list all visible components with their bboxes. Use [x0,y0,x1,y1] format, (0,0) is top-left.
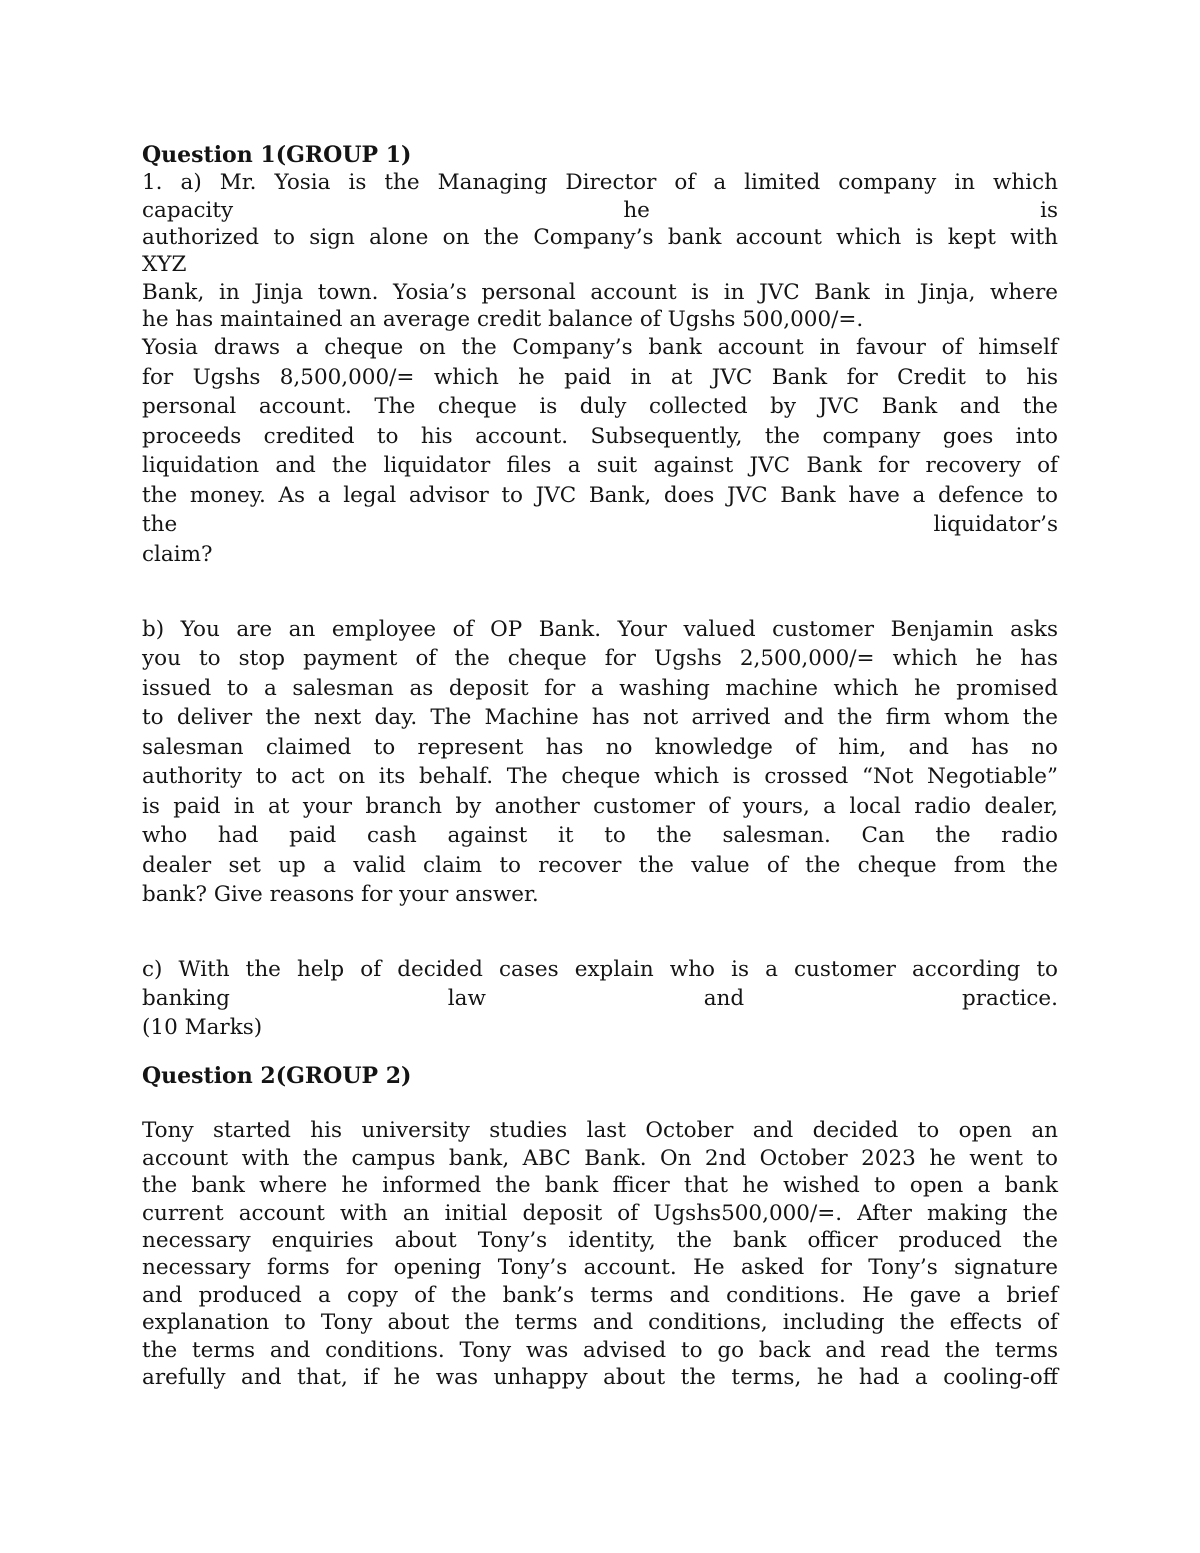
q2-line: necessary enquiries about Tony’s identity, the bank officer produced the [142,1228,1058,1253]
q1a-line: Bank, in Jinja town. Yosia’s personal account is in JVC Bank in Jinja, where [142,280,1058,305]
q1a-line: personal account. The cheque is duly collected by JVC Bank and the [142,394,1058,419]
q1a-line: Yosia draws a cheque on the Company’s bank account in favour of himself [142,335,1058,360]
q1b-line: issued to a salesman as deposit for a washing machine which he promised [142,676,1058,701]
q2-line: account with the campus bank, ABC Bank. On 2nd October 2023 he went to [142,1146,1058,1171]
q1c-marks: (10 Marks) [142,1015,263,1040]
q1a-line: proceeds credited to his account. Subsequently, the company goes into [142,424,1058,449]
q1a-line: claim? [142,542,213,567]
q1a-line: capacity he is [142,198,1058,223]
q1a-line: he has maintained an average credit balance of Ugshs 500,000/=. [142,307,864,332]
q1b-line: bank? Give reasons for your answer. [142,882,539,907]
q1a-line: the liquidator’s [142,512,1058,537]
q1b-line: authority to act on its behalf. The cheque which is crossed “Not Negotiable” [142,764,1058,789]
q2-line: current account with an initial deposit of Ugshs500,000/=. After making the [142,1201,1058,1226]
q2-line: Tony started his university studies last October and decided to open an [142,1118,1058,1143]
q1b-line: who had paid cash against it to the salesman. Can the radio [142,823,1058,848]
question-2-heading: Question 2(GROUP 2) [142,1063,412,1089]
q1b-line: is paid in at your branch by another customer of yours, a local radio dealer, [142,794,1058,819]
q1b-line: dealer set up a valid claim to recover the value of the cheque from the [142,853,1058,878]
q2-line: explanation to Tony about the terms and conditions, including the effects of [142,1310,1058,1335]
q1b-line: b) You are an employee of OP Bank. Your valued customer Benjamin asks [142,617,1058,642]
q1b-line: salesman claimed to represent has no knowledge of him, and has no [142,735,1058,760]
question-1-heading: Question 1(GROUP 1) [142,142,412,168]
q1c-line: c) With the help of decided cases explain who is a customer according to [142,957,1058,982]
q1a-line: 1. a) Mr. Yosia is the Managing Director of a limited company in which [142,170,1058,195]
q1b-line: to deliver the next day. The Machine has not arrived and the firm whom the [142,705,1058,730]
q2-line: the terms and conditions. Tony was advised to go back and read the terms [142,1338,1058,1363]
q1b-line: you to stop payment of the cheque for Ugshs 2,500,000/= which he has [142,646,1058,671]
q1a-line: liquidation and the liquidator files a suit against JVC Bank for recovery of [142,453,1058,478]
q2-line: arefully and that, if he was unhappy about the terms, he had a cooling-off [142,1365,1058,1390]
q1a-line: XYZ [142,252,187,277]
q2-line: the bank where he informed the bank fficer that he wished to open a bank [142,1173,1058,1198]
q1a-line: the money. As a legal advisor to JVC Bank, does JVC Bank have a defence to [142,483,1058,508]
q2-line: and produced a copy of the bank’s terms and conditions. He gave a brief [142,1283,1058,1308]
q1a-line: for Ugshs 8,500,000/= which he paid in at JVC Bank for Credit to his [142,365,1058,390]
q1c-line: banking law and practice. [142,986,1058,1011]
q2-line: necessary forms for opening Tony’s account. He asked for Tony’s signature [142,1255,1058,1280]
q1a-line: authorized to sign alone on the Company’s bank account which is kept with [142,225,1058,250]
